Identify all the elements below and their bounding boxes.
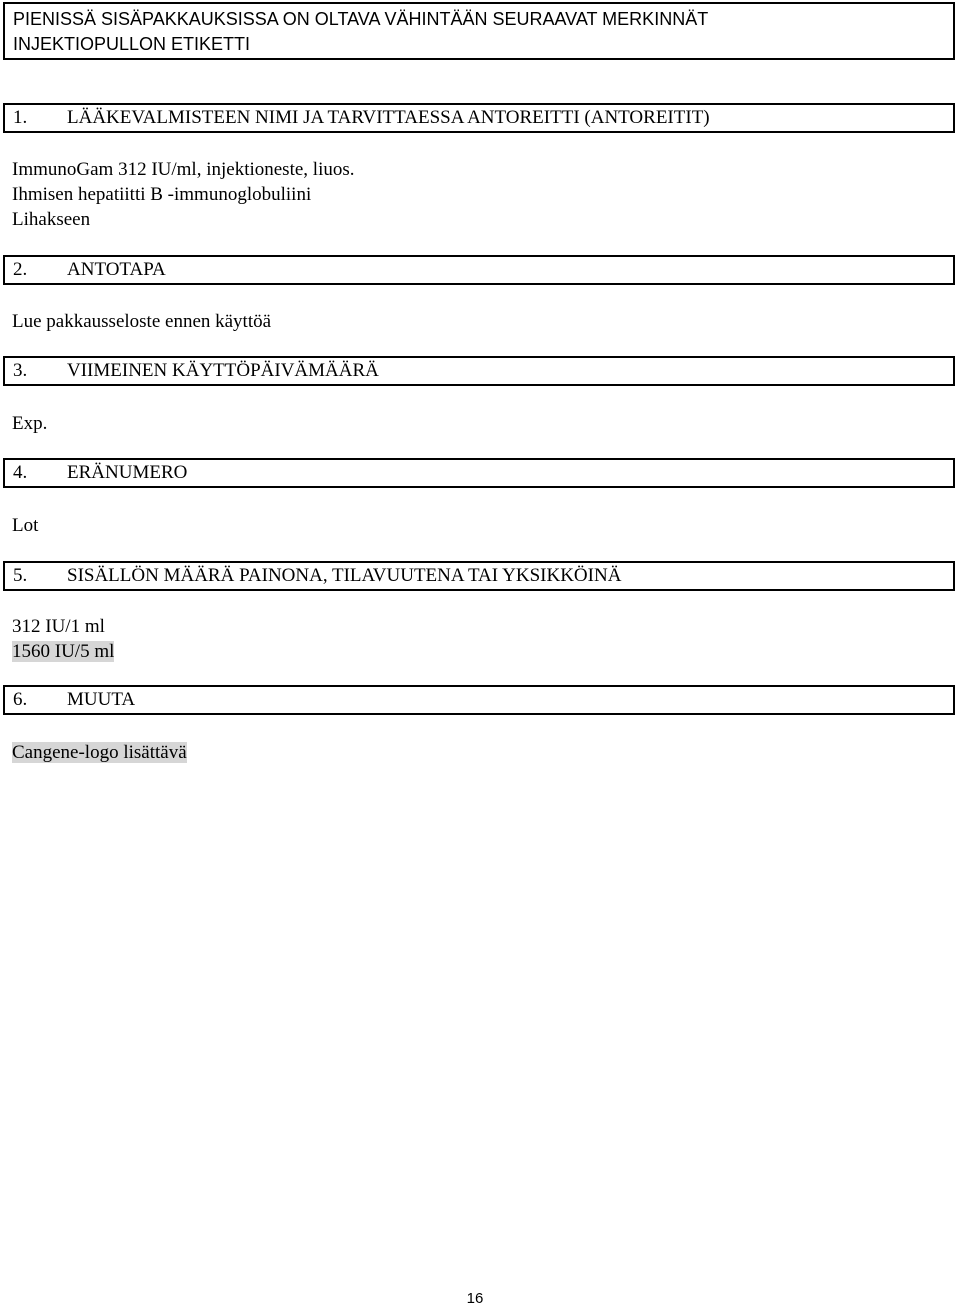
section-3-number: 3. [13,360,28,381]
section-6-header [3,685,955,715]
section-1-title: LÄÄKEVALMISTEEN NIMI JA TARVITTAESSA ANTOREITTI (ANTOREITIT) [67,107,710,128]
section-4-number: 4. [13,462,28,483]
administration-line: Lue pakkausseloste ennen käyttöä [12,311,272,332]
expiry-line: Exp. [12,413,48,434]
header-title-line-2: INJEKTIOPULLON ETIKETTI [13,34,251,54]
page-number: 16 [466,1290,484,1307]
header-title-line-1: PIENISSÄ SISÄPAKKAUKSISSA ON OLTAVA VÄHINTÄÄN SEURAAVAT MERKINNÄT [13,9,709,29]
content-amount-highlight: 1560 IU/5 ml [12,641,115,662]
route-line: Lihakseen [12,209,91,230]
section-5-number: 5. [13,565,28,586]
content-amount-line-1: 312 IU/1 ml [12,616,105,637]
lot-line: Lot [12,515,39,536]
section-4-title: ERÄNUMERO [67,462,188,483]
section-2-title: ANTOTAPA [67,259,166,280]
section-3-title: VIIMEINEN KÄYTTÖPÄIVÄMÄÄRÄ [67,360,379,381]
other-info-line [12,740,187,765]
section-5-title: SISÄLLÖN MÄÄRÄ PAINONA, TILAVUUTENA TAI YKSIKKÖINÄ [67,565,622,586]
product-name-line: ImmunoGam 312 IU/ml, injektioneste, liuos. [12,159,355,180]
label-requirements-header [3,2,955,60]
section-3-header [3,356,955,386]
content-amount-line-2 [12,639,114,664]
section-6-title: MUUTA [67,689,136,710]
section-4-header [3,458,955,488]
section-6-number: 6. [13,689,28,710]
product-description-line: Ihmisen hepatiitti B -immunoglobuliini [12,184,312,205]
section-2-number: 2. [13,259,28,280]
section-2-header [3,255,955,285]
section-1-header [3,103,955,133]
other-info-highlight: Cangene-logo lisättävä [12,742,187,763]
section-5-header [3,561,955,591]
section-1-number: 1. [13,107,28,128]
